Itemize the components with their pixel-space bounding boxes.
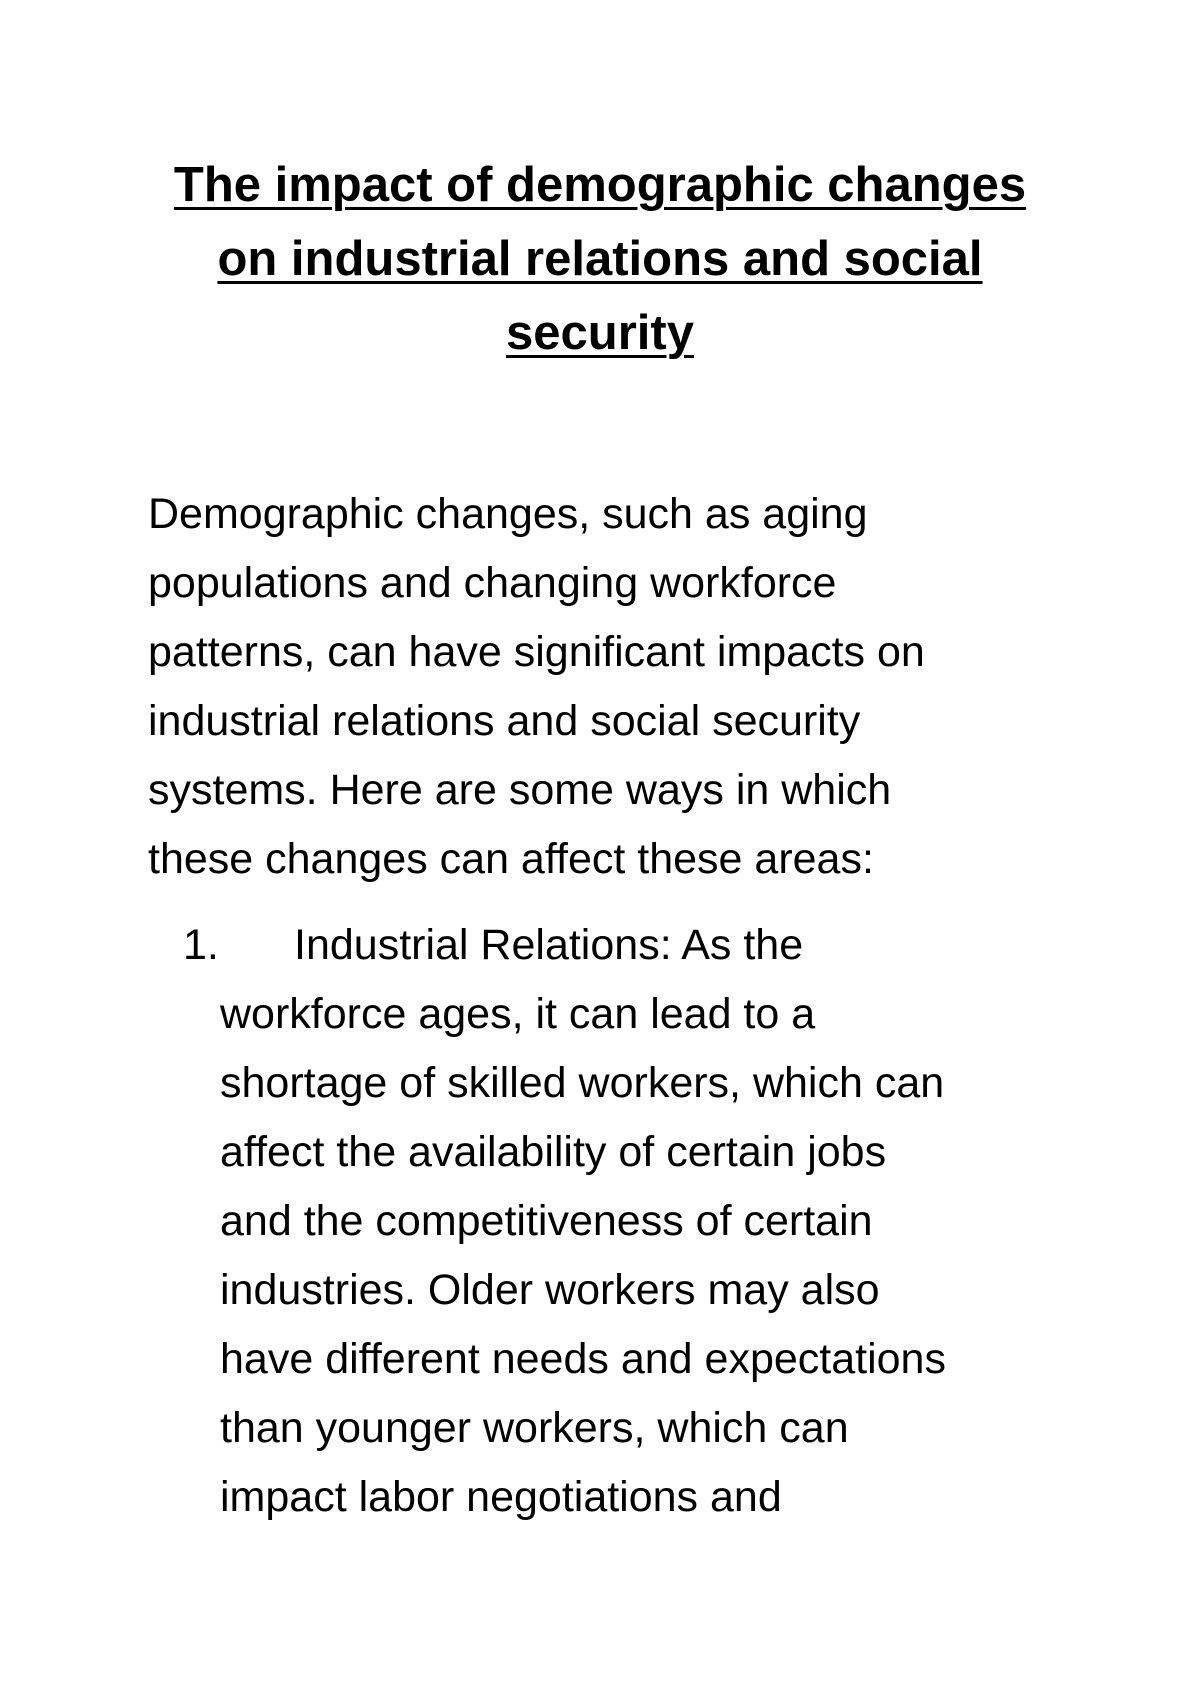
list-item-line: workforce ages, it can lead to a <box>220 990 816 1038</box>
title-line: The impact of demographic changes <box>173 158 1027 212</box>
list-item-line: have different needs and expectations <box>220 1335 946 1383</box>
paragraph-line: systems. Here are some ways in which <box>148 766 892 814</box>
list-item-line: industries. Older workers may also <box>220 1266 880 1314</box>
paragraph-line: populations and changing workforce <box>148 559 837 607</box>
list-item-line: and the competitiveness of certain <box>220 1197 873 1245</box>
numbered-list <box>148 911 1068 1532</box>
title-line: on industrial relations and social <box>217 232 983 286</box>
title-line: security <box>506 306 694 360</box>
paragraph-line: industrial relations and social security <box>148 697 861 745</box>
list-item-line: shortage of skilled workers, which can <box>220 1059 945 1107</box>
list-item <box>148 911 1068 1532</box>
intro-paragraph <box>148 480 1068 894</box>
list-item-line: Industrial Relations: As the <box>294 921 804 969</box>
paragraph-line: Demographic changes, such as aging <box>148 490 868 538</box>
list-marker: 1. <box>183 921 219 969</box>
list-item-line: affect the availability of certain jobs <box>220 1128 887 1176</box>
list-item-line: impact labor negotiations and <box>220 1473 782 1521</box>
paragraph-line: patterns, can have significant impacts on <box>148 628 925 676</box>
list-item-line: than younger workers, which can <box>220 1404 849 1452</box>
document-title <box>150 148 1050 370</box>
paragraph-line: these changes can affect these areas: <box>148 835 874 883</box>
